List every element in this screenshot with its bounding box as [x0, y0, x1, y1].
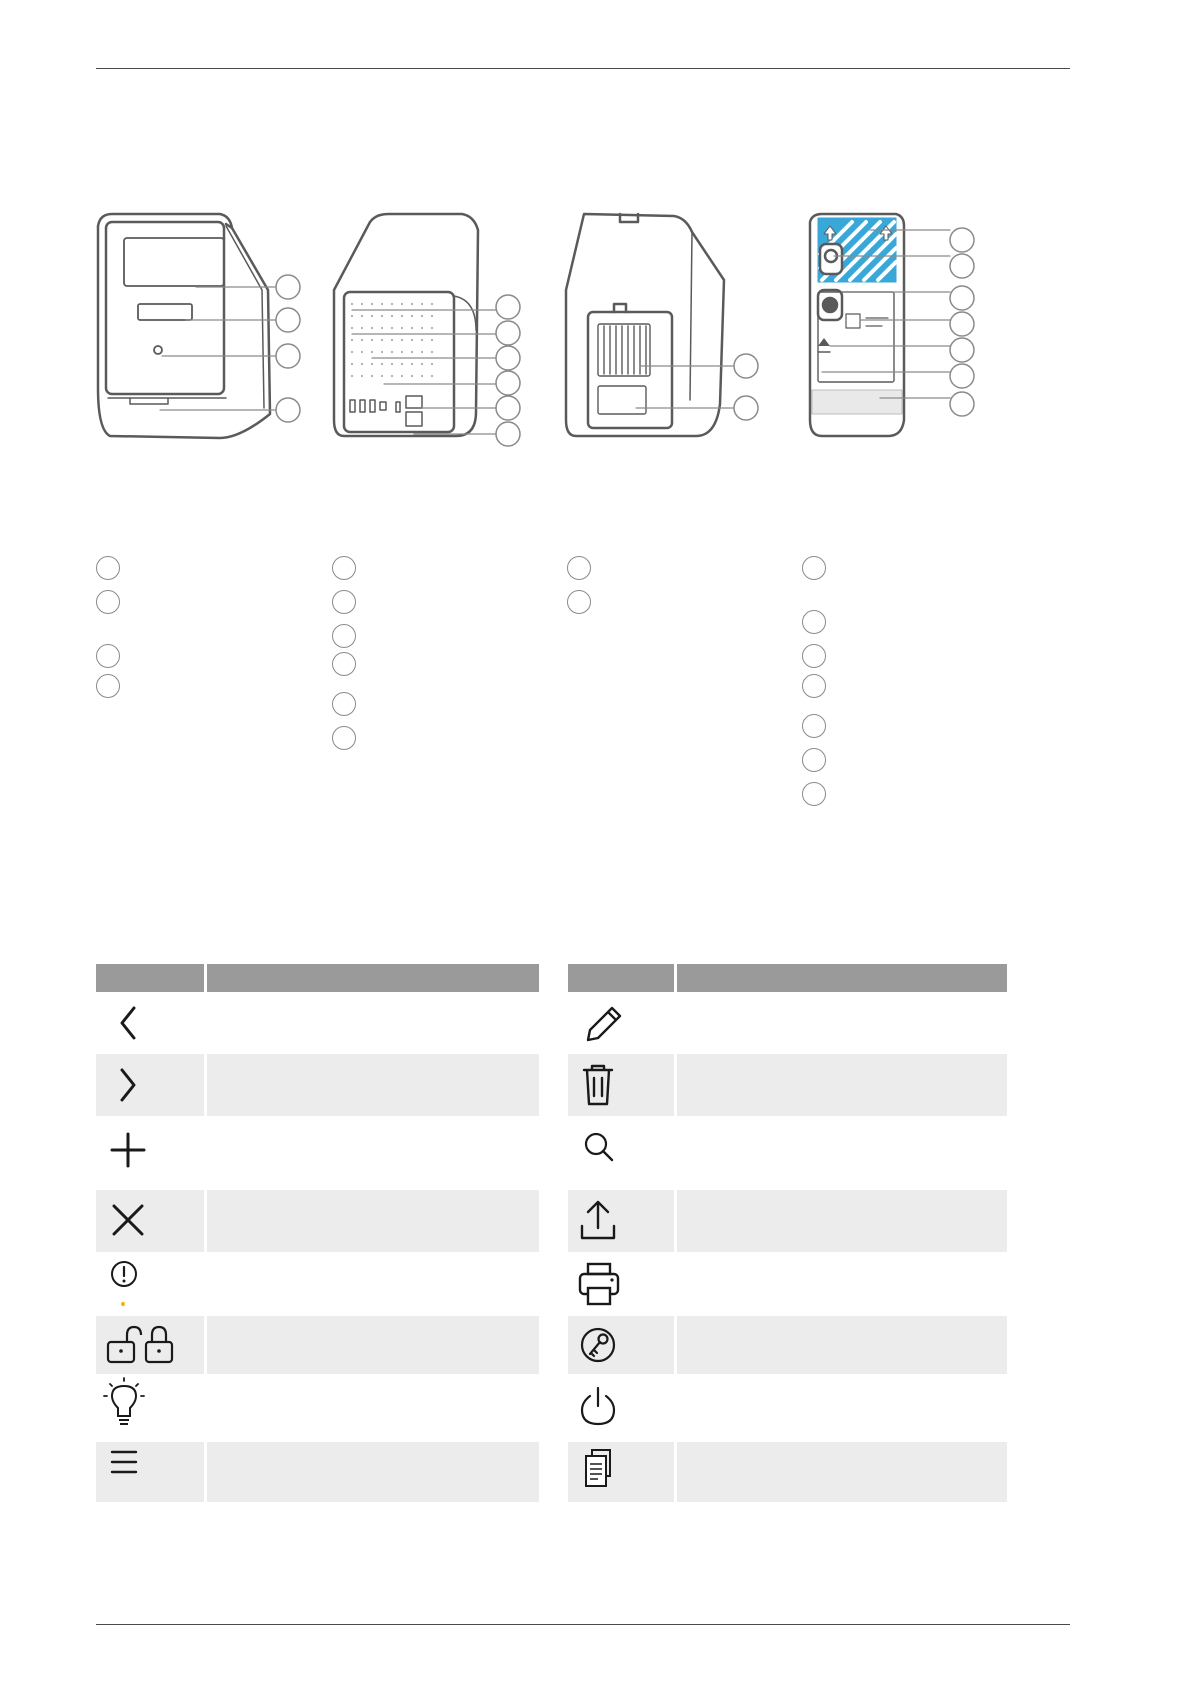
table-cell-description	[207, 1252, 539, 1316]
table-cell-description	[677, 1442, 1007, 1502]
table-row	[568, 1442, 1007, 1502]
device-front-figure	[98, 214, 276, 438]
figure-callout	[276, 398, 300, 422]
table-row	[568, 1252, 1007, 1316]
figure-callout	[950, 254, 974, 278]
table-cell-description	[207, 1442, 539, 1502]
lightbulb-icon	[96, 1374, 204, 1442]
legend-callout	[802, 714, 826, 738]
table-row	[96, 1116, 539, 1190]
legend-callout	[802, 644, 826, 668]
table-row	[96, 1374, 539, 1442]
table-cell-description	[677, 1054, 1007, 1116]
key-icon	[568, 1316, 674, 1374]
chevron-right-icon	[96, 1054, 204, 1116]
table-cell-description	[677, 992, 1007, 1054]
figure-callout	[496, 295, 520, 319]
table-cell-description	[677, 1190, 1007, 1252]
table-header-row	[96, 964, 539, 992]
figure-callout	[950, 338, 974, 362]
table-cell-description	[207, 1054, 539, 1116]
table-row	[568, 1116, 1007, 1190]
table-cell-description	[207, 1374, 539, 1442]
legend-callout	[332, 726, 356, 750]
table-row	[568, 1190, 1007, 1252]
legend-callout	[332, 624, 356, 648]
table-row	[96, 1316, 539, 1374]
alert-circle-icon	[96, 1252, 204, 1316]
figure-callout	[496, 346, 520, 370]
figure-callout	[950, 392, 974, 416]
icon-table-right	[565, 964, 1010, 1502]
table-row	[96, 1190, 539, 1252]
device-label-panel-figure	[810, 214, 950, 436]
legend-callout	[96, 674, 120, 698]
legend-callout	[802, 674, 826, 698]
legend-callout	[802, 610, 826, 634]
figure-callout	[496, 396, 520, 420]
table-row	[96, 992, 539, 1054]
header-icon-column	[568, 964, 674, 992]
pencil-icon	[568, 992, 674, 1054]
legend-callout	[567, 556, 591, 580]
device-figures	[0, 0, 1191, 470]
table-cell-description	[207, 992, 539, 1054]
device-bottom-rear-figure	[566, 214, 734, 436]
upload-icon	[568, 1190, 674, 1252]
figure-callout	[950, 228, 974, 252]
icon-table-left	[93, 964, 542, 1502]
table-header-row	[568, 964, 1007, 992]
bottom-rule	[96, 1624, 1070, 1625]
table-row	[568, 1054, 1007, 1116]
legend-callout	[332, 556, 356, 580]
table-row	[96, 1054, 539, 1116]
figure-callout	[276, 344, 300, 368]
header-description-column	[207, 964, 539, 992]
table-row	[568, 992, 1007, 1054]
table-cell-description	[207, 1316, 539, 1374]
documents-icon	[568, 1442, 674, 1502]
table-row	[568, 1316, 1007, 1374]
figure-callout	[950, 286, 974, 310]
legend-callout	[332, 590, 356, 614]
table-cell-description	[677, 1252, 1007, 1316]
printer-icon	[568, 1252, 674, 1316]
legend-callout	[96, 556, 120, 580]
figure-callout	[496, 422, 520, 446]
table-row	[96, 1252, 539, 1316]
table-cell-description	[207, 1116, 539, 1190]
figure-callout	[496, 371, 520, 395]
header-description-column	[677, 964, 1007, 992]
table-cell-description	[677, 1116, 1007, 1190]
unlock-lock-icon	[96, 1316, 204, 1374]
search-icon	[568, 1116, 674, 1190]
legend-callout	[567, 590, 591, 614]
figure-callout	[734, 354, 758, 378]
menu-icon	[96, 1442, 204, 1502]
chevron-left-icon	[96, 992, 204, 1054]
figure-callout	[496, 321, 520, 345]
figure-callout	[950, 364, 974, 388]
legend-callout	[332, 652, 356, 676]
figure-callout	[276, 308, 300, 332]
power-icon	[568, 1374, 674, 1442]
table-cell-description	[207, 1190, 539, 1252]
legend-callout	[96, 644, 120, 668]
trash-icon	[568, 1054, 674, 1116]
figure-callout	[734, 396, 758, 420]
table-row	[568, 1374, 1007, 1442]
figure-callout	[950, 312, 974, 336]
legend-callout	[802, 748, 826, 772]
table-cell-description	[677, 1374, 1007, 1442]
legend-callout	[96, 590, 120, 614]
legend-callout	[802, 782, 826, 806]
table-row	[96, 1442, 539, 1502]
device-back-figure	[334, 214, 496, 436]
header-icon-column	[96, 964, 204, 992]
legend-callout	[802, 556, 826, 580]
legend-callout	[332, 692, 356, 716]
figure-callout	[276, 275, 300, 299]
close-icon	[96, 1190, 204, 1252]
plus-icon	[96, 1116, 204, 1190]
table-cell-description	[677, 1316, 1007, 1374]
